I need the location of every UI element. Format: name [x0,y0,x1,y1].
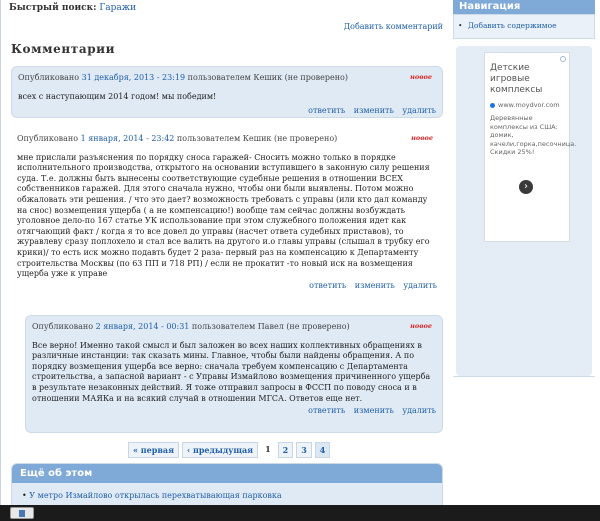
edit-link[interactable]: изменить [353,106,394,116]
ad-description: Деревянные комплексы из США: домик, качели,горка,песочница. Скидки 25%! [490,114,577,156]
bullet-icon: • [458,21,463,30]
navigation-block [453,14,595,39]
comment [11,66,443,118]
comment-body: всех с наступающим 2014 годом! мы победим! [18,91,217,101]
new-badge: новое [410,322,432,330]
comment-body: мне прислали разъяснения по порядку сноса гаражей- Сносить можно только в порядке исполнительного производства, открытого на основании вступившего в законную силу решения суда. Т.е. должны быть вынесены соответствующие судебные решения в отношении ВСЕХ собственников гаражей. Для этого сначала нужно, чтобы они были выявлены. Потом можно обжаловать эти решения. / что это дает? возможность требовать с управы (или кто дал команду на снос) возмещения ущерба ( а не компенсацию!) вообще там сейчас должны возбуждать уголовное дело-по 167 статье УК использование при этом служебного положения идет как отягчающий факт / когда я то все довел до управы (насчет ответа судебных приставов), то журавлеву сразу поплохело и стал все валить на другого и.о главы управы (слышал в трубку его крики)/ то есть иск можно подавть будет 2 раза- первый раз на компенсацию к Департаменту строительства Москвы (по 63 ПП и 718 РП) / если не прокатит -то новый иск на возмещения ущерба уже к управе [17,152,430,279]
chevron-right-icon[interactable]: › [519,180,533,194]
related-block [11,463,443,505]
related-item [12,483,442,505]
main-column [1,0,451,505]
related-link[interactable]: У метро Измайлово открылась перехватывающая парковка [29,491,282,500]
ad-block[interactable] [484,52,577,242]
meta-author: пользователем Кешик (не проверено) [176,134,338,143]
comment-date-link[interactable]: 2 января, 2014 - 00:31 [95,322,190,331]
quick-search-link[interactable]: Гаражи [99,3,137,13]
add-comment-link[interactable]: Добавить комментарий [343,22,443,31]
comment-actions [32,406,436,417]
sidebar [453,0,595,505]
info-icon[interactable] [560,56,566,62]
comment-meta [32,322,436,333]
pager-page-current[interactable]: 4 [315,442,331,458]
delete-link[interactable]: удалить [402,406,436,416]
pager-previous[interactable]: ‹ предыдущая [182,442,258,458]
comment [11,128,443,306]
ad-url-text[interactable]: www.moydvor.com [498,101,560,109]
new-badge: новое [410,73,432,81]
comment-date-link[interactable]: 31 декабря, 2013 - 23:19 [81,73,186,82]
bullet-icon: • [22,491,27,500]
edit-link[interactable]: изменить [354,280,395,290]
edit-link[interactable]: изменить [353,406,394,416]
pager-page-1[interactable]: 1 [265,444,271,454]
reply-link[interactable]: ответить [309,280,347,290]
ad-favicon-icon [490,103,495,108]
related-title: Ещё об этом [12,464,442,483]
reply-link[interactable]: ответить [308,406,346,416]
meta-author: пользователем Кешик (не проверено) [187,73,348,82]
meta-prefix: Опубликовано [17,134,79,143]
pager-first[interactable]: « первая [128,442,179,458]
delete-link[interactable]: удалить [402,106,436,116]
add-content-link[interactable]: Добавить содержимое [467,21,557,30]
reply-link[interactable]: ответить [308,106,346,116]
document-icon[interactable] [10,507,34,519]
quick-search-label: Быстрый поиск: [9,3,97,13]
meta-prefix: Опубликовано [18,73,80,82]
comment-date-link[interactable]: 1 января, 2014 - 23:42 [80,134,175,143]
pager-page-2[interactable]: 2 [278,442,294,458]
pager [128,442,330,458]
comment-meta [18,73,436,84]
comment-body: Все верно! Именно такой смысл и был заложен во всех наших коллективных обращениях в различные инстанции: так сказать мины. Главное, чтобы были найдены обращения. А по порядку возмещения ущерба все верно: сначала требуем компенсацию с Департамента строительства, а запасной вариант - с Управы Измайлово возмещения причиненного ущерба в результате незаконных действий. Я тоже отправил запросы в ФССП по поводу сноса и в отношении МАЯКа и на всякий случай в отношении МГСА. Ответов еще нет. [32,340,431,403]
comment-actions [17,281,437,292]
sidebar-divider [453,376,595,377]
meta-prefix: Опубликовано [32,322,94,331]
comment-actions [18,106,436,117]
navigation-title: Навигация [453,0,595,14]
meta-author: пользователем Павел (не проверено) [191,322,350,331]
new-badge: новое [411,134,433,142]
comment-reply [25,315,443,433]
comments-title: Комментарии [11,42,116,56]
taskbar [0,505,600,521]
ad-column [456,46,592,376]
delete-link[interactable]: удалить [403,280,437,290]
comment-meta [17,134,437,145]
pager-page-3[interactable]: 3 [296,442,312,458]
ad-title[interactable]: Детские игровые комплексы [490,63,543,95]
quick-search [9,3,136,13]
ad-url[interactable] [490,101,564,109]
